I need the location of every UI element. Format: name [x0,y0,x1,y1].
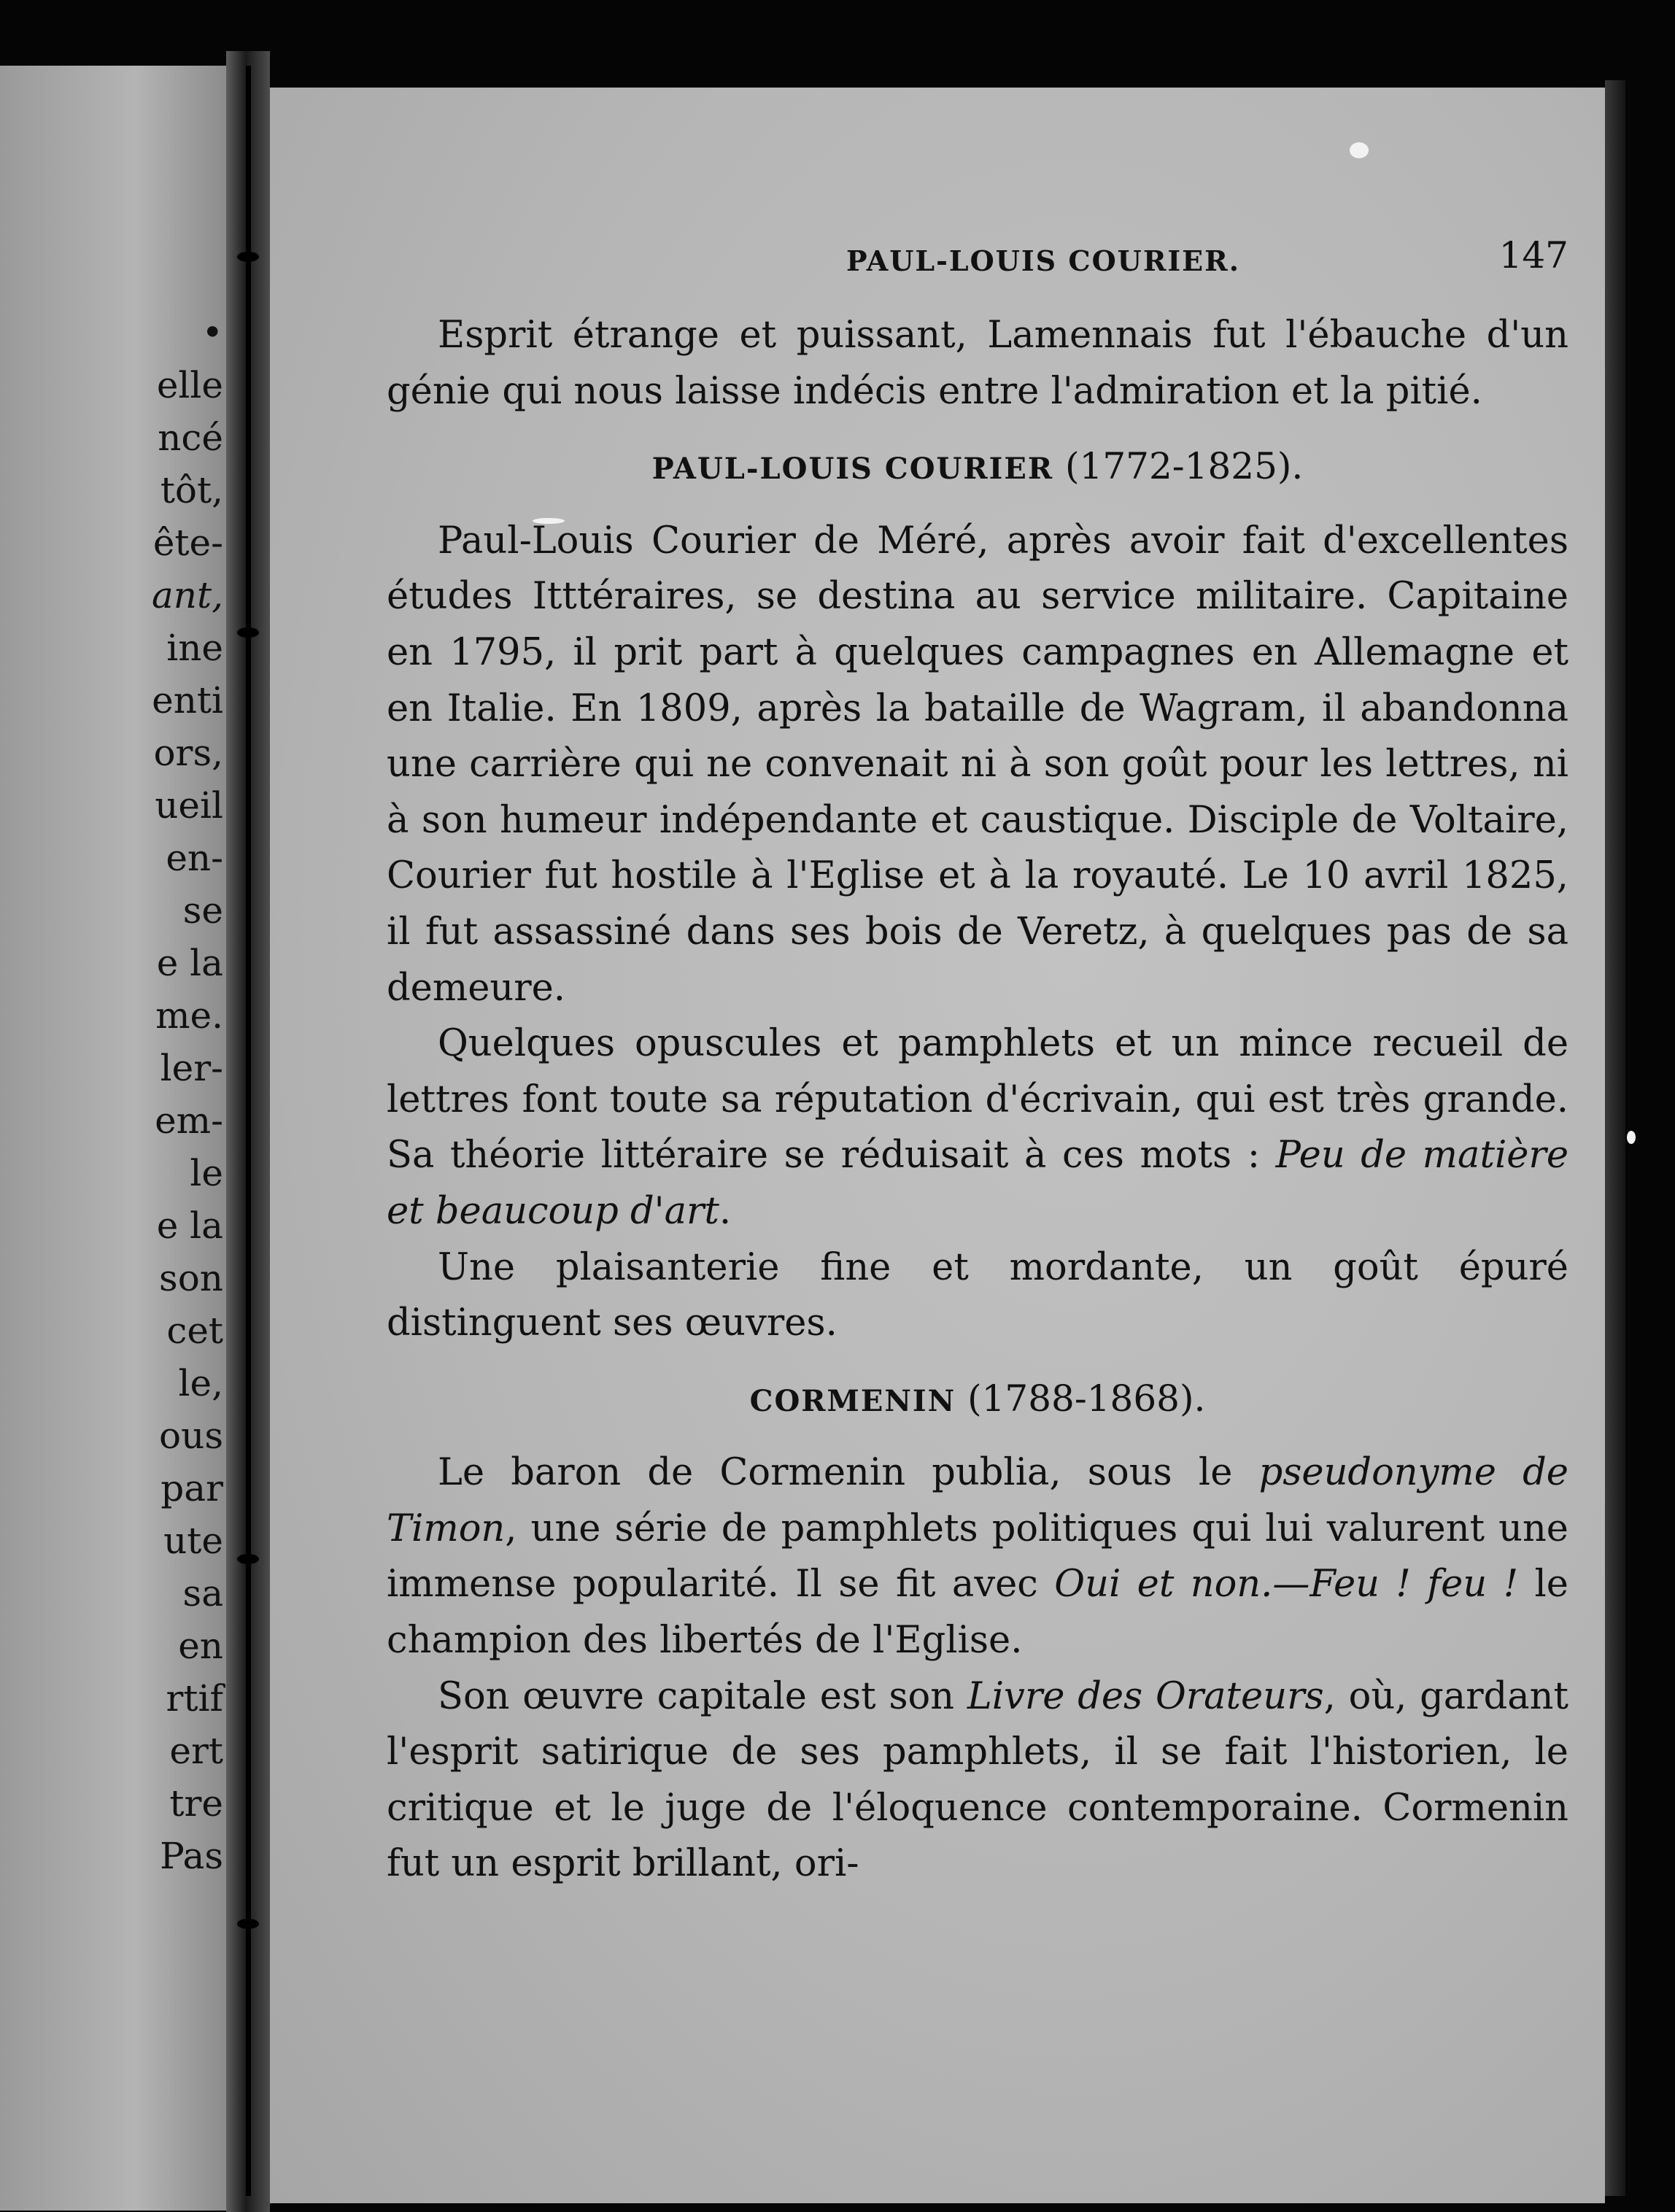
left-page-fragment: cet [166,1310,223,1352]
paragraph-courier-reputation [387,1016,1568,1240]
left-page-fragment: e la [156,942,223,984]
left-page-fragment: • [201,312,223,354]
italic-title: Livre des Orateurs [967,1674,1324,1718]
left-page-fragment: me. [155,994,223,1037]
section-heading-dates: (1772-1825). [1065,445,1304,488]
left-page-fragment: ncé [158,417,223,459]
section-heading-cormenin [387,1371,1568,1430]
paragraph-text: , où, gardant l'esprit satirique de ses pamphlets, il se fait l'historien, le critique et le juge de l'éloquence contemporaine. Cormenin fut un esprit brillant, ori- [387,1674,1568,1886]
running-head [387,233,1568,285]
left-page-fragment: ute [163,1520,223,1562]
binding-stitch [237,1554,259,1564]
section-heading-name: CORMENIN [749,1383,956,1418]
left-page-fragment: se [182,889,223,932]
section-heading-courier [387,438,1568,498]
section-heading-name: PAUL-LOUIS COURIER [651,452,1054,487]
left-page-fragment: enti [152,679,223,722]
left-page-fragment: ert [169,1730,223,1772]
left-page-fragment: ant, [152,574,223,616]
page-edge-shadow [1605,80,1625,2196]
left-page-fragment: ler- [160,1047,223,1089]
left-page-fragment: ous [159,1415,223,1457]
page-body [387,308,1568,1892]
italic-quote: Peu de matière et beaucoup d'art [387,1134,1568,1233]
right-page [270,88,1605,2203]
left-page-fragment: sa [182,1572,223,1614]
left-page-fragment: par [160,1467,223,1509]
left-page-fragment: tôt, [160,469,223,511]
paragraph-cormenin-pamphlets [387,1445,1568,1668]
paragraph-text: . [719,1189,732,1233]
paragraph-text: , une série de pamphlets politiques qui lui valurent une immense popularité. Il se fit avec [387,1507,1568,1606]
left-page-fragment: Pas [160,1835,223,1877]
left-page-fragment: en- [166,837,223,879]
paper-speck [1627,1131,1636,1144]
left-page-fragment: ors, [153,732,223,774]
left-page-fragment: ête- [152,522,223,564]
binding-stitch [237,1919,259,1929]
left-page-fragment: rtif [166,1677,223,1720]
left-page-fragment: em- [155,1099,223,1142]
page-number: 147 [1498,234,1568,276]
left-page-fragment: le, [178,1362,223,1404]
left-page-fragment: en [178,1625,223,1667]
left-page-fragment: ine [166,627,223,669]
left-page-fragment: ueil [155,784,223,827]
binding-stitch [237,252,259,262]
paragraph-lamennais-conclusion: Esprit étrange et puissant, Lamennais fut l'ébauche d'un génie qui nous laisse indécis entre l'admiration et la pitié. [387,314,1568,413]
italic-term: pseudonyme de Timon [387,1451,1568,1550]
italic-title: Oui et non.—Feu ! feu ! [1054,1563,1519,1606]
binding-thread [246,66,251,2196]
paragraph-cormenin-orateurs [387,1669,1568,1892]
left-page-line-fragments [152,306,223,1882]
left-page-fragment: le [190,1152,223,1194]
paper-speck [1350,142,1369,158]
binding-stitch [237,627,259,638]
left-page-fragment: tre [169,1782,223,1825]
left-page-fragment: son [159,1257,223,1299]
left-page-fragment: elle [156,364,223,406]
paragraph-courier-biography: Paul-Louis Courier de Méré, après avoir fait d'excellentes études Itttéraires, se destina au service militaire. Capitaine en 1795, il prit part à quelques campagnes en Allemagne et en Italie. En 1809, après la bataille de Wagram, il abandonna une carrière qui ne convenait ni à son goût pour les lettres, ni à son humeur indépendante et caustique. Disciple de Voltaire, Courier fut hostile à l'Eglise et à la royauté. Le 10 avril 1825, il fut assassiné dans ses bois de Veretz, à quelques pas de sa demeure. [387,519,1568,1010]
left-page-fragment: e la [156,1204,223,1247]
section-heading-dates: (1788-1868). [967,1377,1206,1420]
paragraph-text: Quelques opuscules et pamphlets et un mince recueil de lettres font toute sa réputation d'écrivain, qui est très grande. Sa théorie littéraire se réduisait à ces mots : [387,1022,1568,1177]
paragraph-text: le champion des libertés de l'Eglise. [387,1563,1568,1663]
left-facing-page [0,66,226,2211]
paragraph-text: Son œuvre capitale est son [438,1674,967,1718]
running-head-title: PAUL-LOUIS COURIER. [846,244,1240,277]
paragraph-courier-style: Une plaisanterie fine et mordante, un goût épuré distinguent ses œuvres. [387,1245,1568,1345]
paragraph-text: Le baron de Cormenin publia, sous le [438,1451,1259,1495]
